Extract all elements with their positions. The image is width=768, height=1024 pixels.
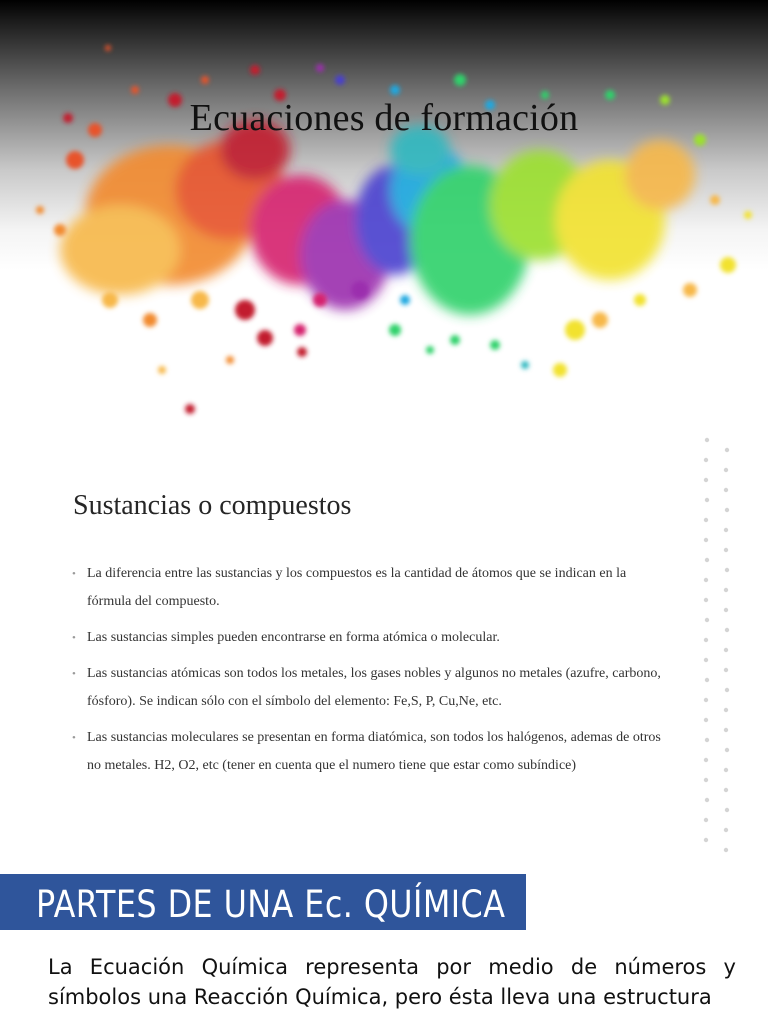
bullet-item [72, 724, 672, 780]
body-paragraph: La Ecuación Química representa por medio de números y símbolos una Reacción Química, pero ésta lleva una estructura [48, 955, 736, 1009]
decoration-dot [724, 768, 728, 772]
decoration-dot [724, 648, 728, 652]
slide-substances [0, 432, 768, 864]
decoration-dot [724, 608, 728, 612]
slide-title [0, 0, 768, 432]
decoration-dot [724, 468, 728, 472]
bullet-text: Las sustancias atómicas son todos los metales, los gases nobles y algunos no metales (azufre, carbono, fósforo). Se indican sólo con el símbolo del elemento: Fe,S, P, Cu,Ne, etc. [87, 666, 661, 709]
decoration-dot [724, 528, 728, 532]
decoration-dot [705, 738, 709, 742]
decoration-dot [725, 748, 729, 752]
decoration-dot [705, 498, 709, 502]
decoration-dot [704, 718, 708, 722]
decoration-dot [704, 698, 708, 702]
banner-title: PARTES DE UNA Ec. QUÍMICA [36, 883, 506, 926]
decoration-dot [704, 598, 708, 602]
decoration-dot [704, 478, 708, 482]
decoration-dot [704, 658, 708, 662]
decoration-dot [704, 458, 708, 462]
decoration-dot [724, 848, 728, 852]
dotted-pattern-decoration [698, 432, 738, 864]
bullet-item [72, 624, 672, 652]
decoration-dot [724, 488, 728, 492]
slide-parts [0, 864, 768, 1024]
decoration-dot [705, 438, 709, 442]
bullet-item [72, 560, 672, 616]
bullet-item [72, 660, 672, 716]
decoration-dot [704, 518, 708, 522]
bullet-marker: • [72, 568, 76, 580]
bullet-text: Las sustancias simples pueden encontrarse en forma atómica o molecular. [87, 630, 500, 645]
section-banner [0, 874, 526, 930]
decoration-dot [704, 758, 708, 762]
bullet-text: Las sustancias moleculares se presentan en forma diatómica, son todos los halógenos, ademas de otros no metales. H2, O2, etc (tener en cuenta que el numero tiene que estar como subíndice) [87, 730, 661, 773]
decoration-dot [705, 618, 709, 622]
decoration-dot [724, 668, 728, 672]
decoration-dot [704, 538, 708, 542]
decoration-dot [724, 728, 728, 732]
decoration-dot [704, 638, 708, 642]
decoration-dot [725, 808, 729, 812]
decoration-dot [704, 578, 708, 582]
decoration-dot [725, 508, 729, 512]
decoration-dot [704, 778, 708, 782]
presentation-title: Ecuaciones de formación [189, 97, 579, 139]
bullet-marker: • [72, 632, 76, 644]
decoration-dot [724, 708, 728, 712]
bullet-list [72, 560, 672, 788]
bullet-marker: • [72, 668, 76, 680]
decoration-dot [704, 818, 708, 822]
decoration-dot [725, 568, 729, 572]
decoration-dot [705, 798, 709, 802]
decoration-dot [704, 838, 708, 842]
bullet-text: La diferencia entre las sustancias y los compuestos es la cantidad de átomos que se indican en la fórmula del compuesto. [87, 566, 627, 609]
decoration-dot [725, 688, 729, 692]
decoration-dot [724, 548, 728, 552]
decoration-dot [725, 448, 729, 452]
decoration-dot [724, 828, 728, 832]
bullet-marker: • [72, 732, 76, 744]
decoration-dot [705, 558, 709, 562]
decoration-dot [724, 788, 728, 792]
slide-heading: Sustancias o compuestos [73, 490, 352, 521]
decoration-dot [724, 588, 728, 592]
decoration-dot [705, 678, 709, 682]
paint-splash-image [0, 0, 768, 432]
decoration-dot [725, 628, 729, 632]
